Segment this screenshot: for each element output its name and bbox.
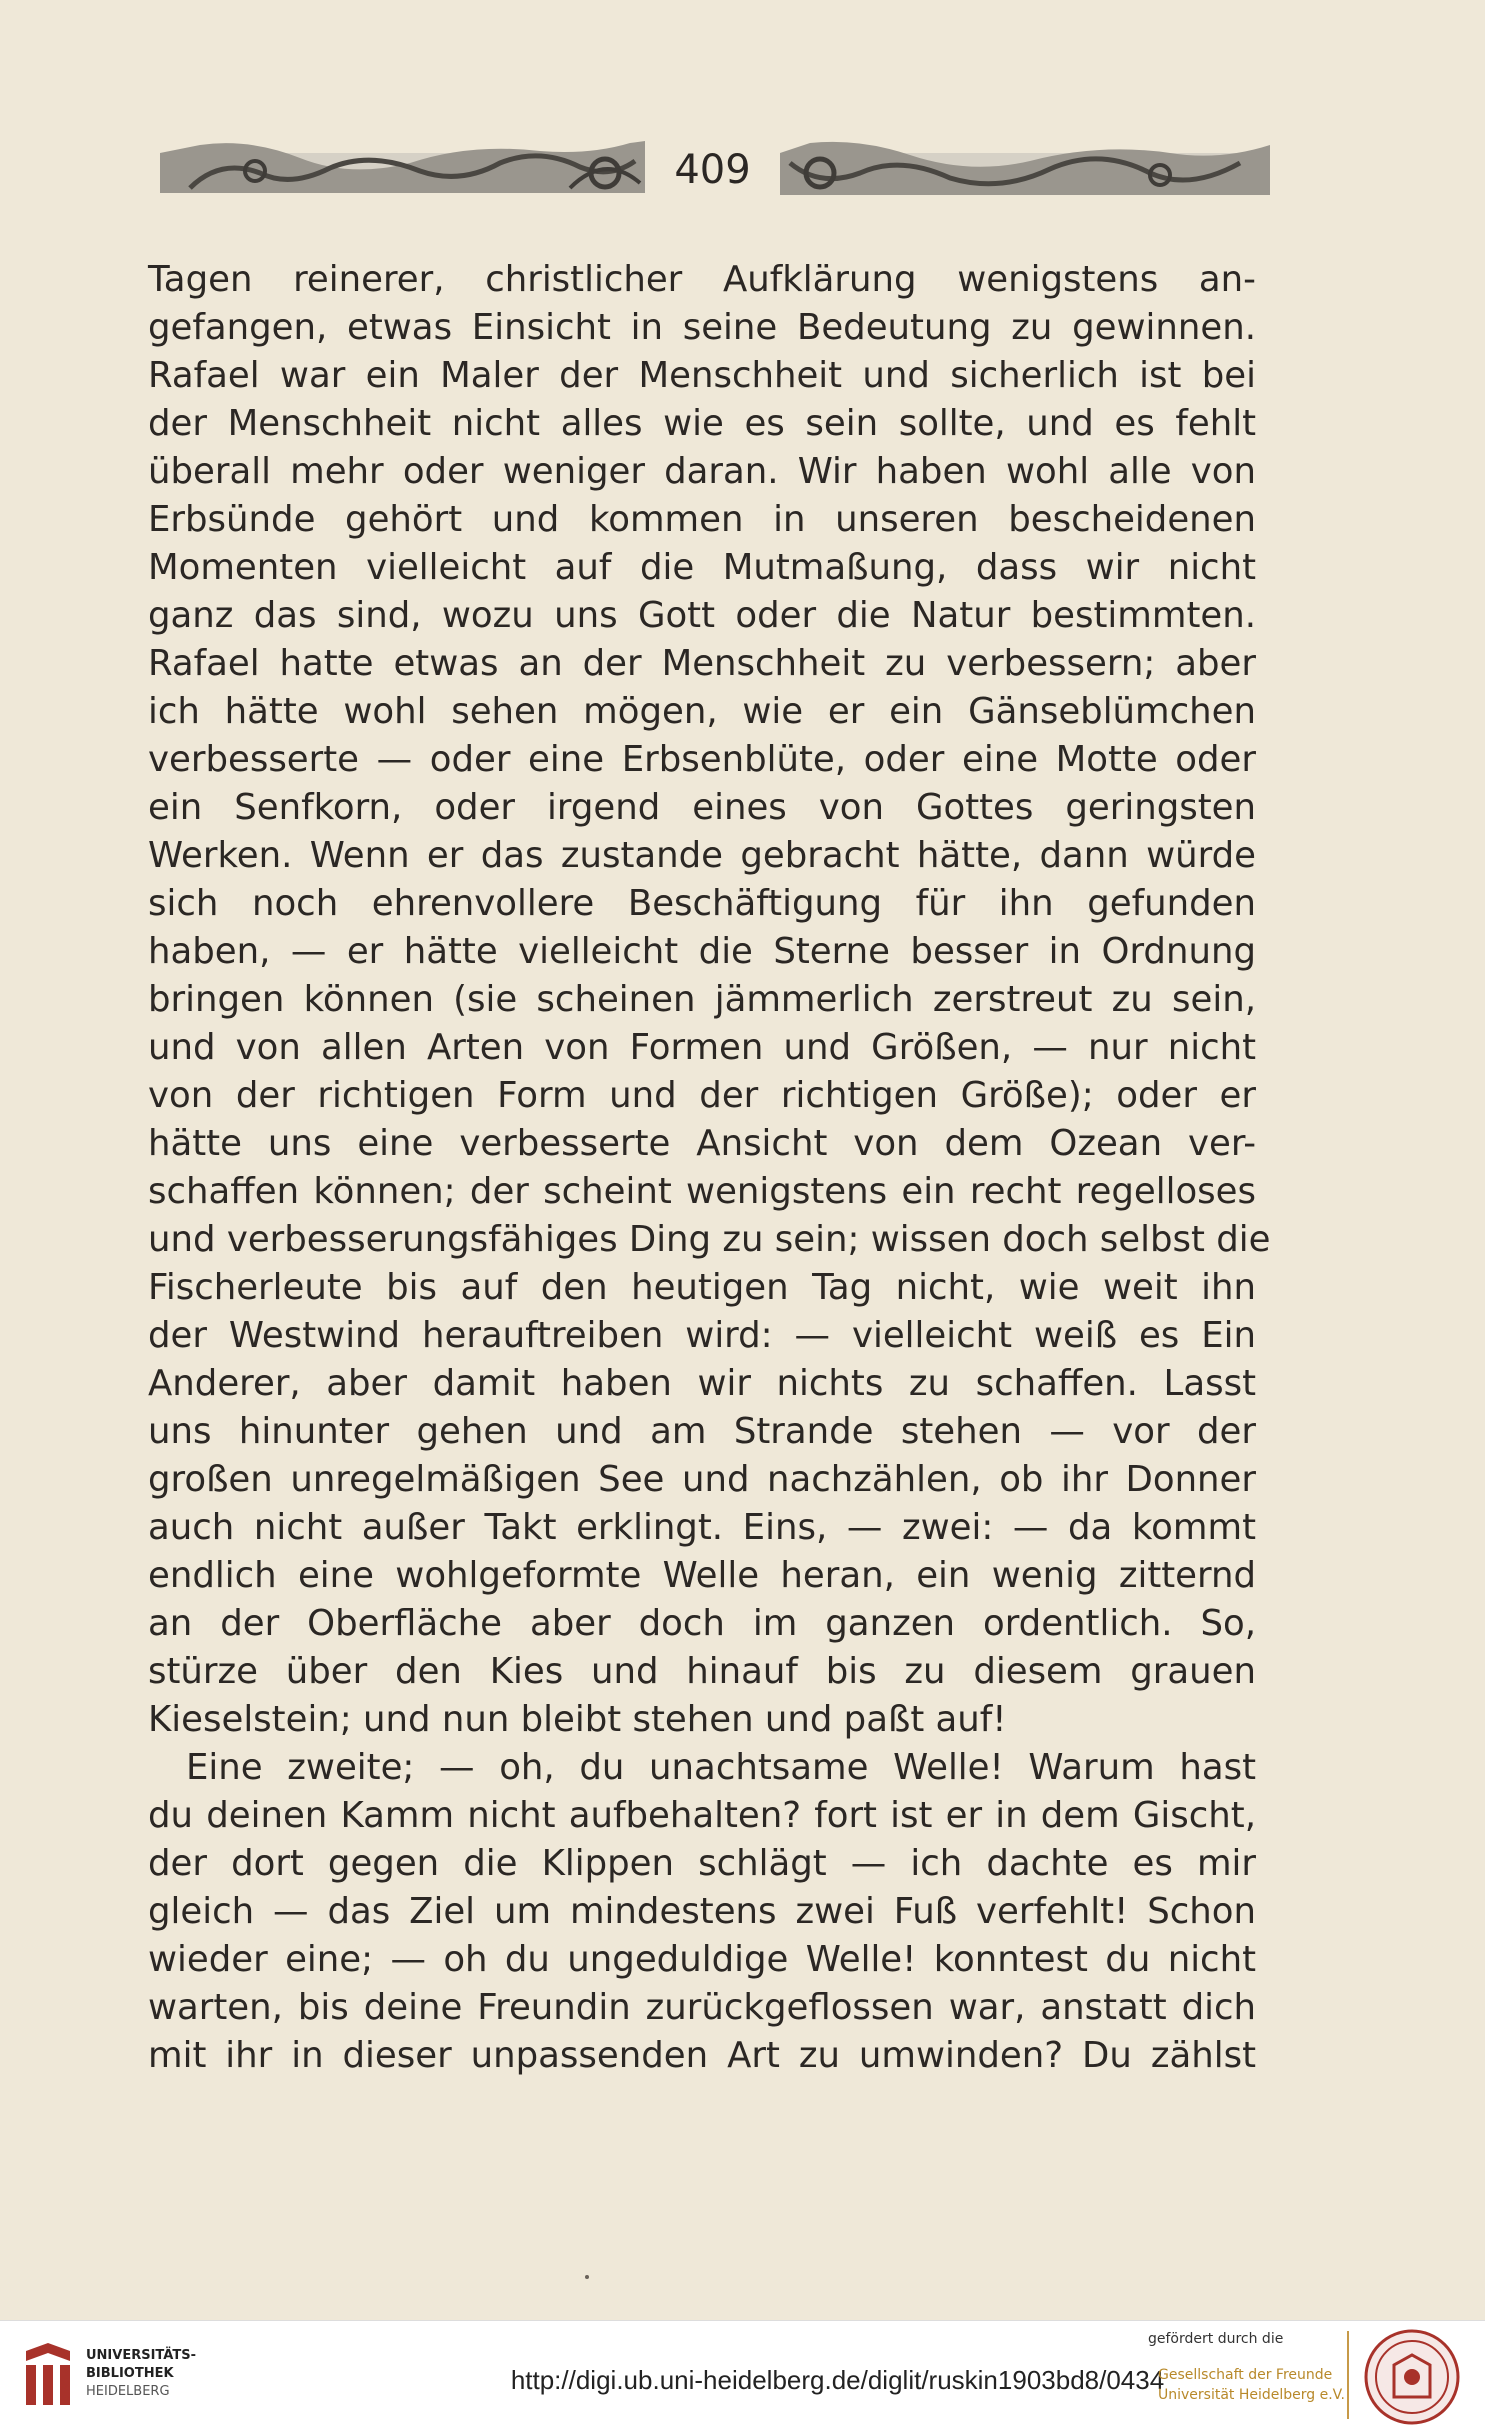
- body-text: [148, 256, 1271, 2080]
- text-line: gleich — das Ziel um mindestens zwei Fuß verfehlt! Schon: [148, 1891, 1256, 1932]
- text-line: der dort gegen die Klippen schlägt — ich dachte es mir: [148, 1843, 1256, 1884]
- text-line: Anderer, aber damit haben wir nichts zu schaffen. Lasst: [148, 1363, 1256, 1404]
- text-line: von der richtigen Form und der richtigen Größe); oder er: [148, 1075, 1256, 1116]
- library-name-line: HEIDELBERG: [86, 2384, 170, 2399]
- text-line: Kieselstein; und nun bleibt stehen und paßt auf!: [148, 1699, 1007, 1740]
- text-line: ein Senfkorn, oder irgend eines von Gottes geringsten: [148, 787, 1256, 828]
- sponsor-name-line: Universität Heidelberg e.V.: [1158, 2387, 1345, 2403]
- text-line: Fischerleute bis auf den heutigen Tag nicht, wie weit ihn: [148, 1267, 1256, 1308]
- text-line: der Menschheit nicht alles wie es sein sollte, und es fehlt: [148, 403, 1256, 444]
- text-line: großen unregelmäßigen See und nachzählen, ob ihr Donner: [148, 1459, 1256, 1500]
- text-line: stürze über den Kies und hinauf bis zu diesem grauen: [148, 1651, 1256, 1692]
- text-line: ich hätte wohl sehen mögen, wie er ein Gänseblümchen: [148, 691, 1256, 732]
- text-line: Eine zweite; — oh, du unachtsame Welle! Warum hast: [186, 1747, 1256, 1788]
- speck: [585, 2275, 589, 2279]
- sponsor-name: [1158, 2365, 1345, 2405]
- university-seal-icon: [1362, 2327, 1462, 2427]
- text-line: überall mehr oder weniger daran. Wir haben wohl alle von: [148, 451, 1256, 492]
- text-line: auch nicht außer Takt erklingt. Eins, — zwei: — da kommt: [148, 1507, 1256, 1548]
- text-line: haben, — er hätte vielleicht die Sterne besser in Ordnung: [148, 931, 1256, 972]
- text-line: gefangen, etwas Einsicht in seine Bedeutung zu gewinnen.: [148, 307, 1256, 348]
- sponsor-name-line: Gesellschaft der Freunde: [1158, 2367, 1333, 2383]
- text-line: wieder eine; — oh du ungeduldige Welle! konntest du nicht: [148, 1939, 1256, 1980]
- footer-divider: [1347, 2331, 1349, 2419]
- text-line: uns hinunter gehen und am Strande stehen — vor der: [148, 1411, 1256, 1452]
- permalink-url[interactable]: http://digi.ub.uni-heidelberg.de/diglit/ruskin1903bd8/0434: [510, 2365, 1165, 2395]
- text-line: warten, bis deine Freundin zurückgeflossen war, anstatt dich: [148, 1987, 1256, 2028]
- text-line: ganz das sind, wozu uns Gott oder die Natur bestimmten.: [148, 595, 1256, 636]
- text-line: hätte uns eine verbesserte Ansicht von dem Ozean ver-: [148, 1123, 1256, 1164]
- right-ornament-icon: [780, 133, 1270, 203]
- text-line: Rafael hatte etwas an der Menschheit zu verbessern; aber: [148, 643, 1256, 684]
- text-line: du deinen Kamm nicht aufbehalten? fort ist er in dem Gischt,: [148, 1795, 1256, 1836]
- page-header: [160, 125, 1270, 215]
- text-line: Werken. Wenn er das zustande gebracht hätte, dann würde: [148, 835, 1256, 876]
- text-line: Rafael war ein Maler der Menschheit und sicherlich ist bei: [148, 355, 1256, 396]
- left-ornament-icon: [160, 133, 645, 203]
- page-number: 409: [674, 147, 751, 193]
- text-line: bringen können (sie scheinen jämmerlich zerstreut zu sein,: [148, 979, 1256, 1020]
- sponsor-label: gefördert durch die: [1148, 2331, 1284, 2347]
- text-line: Tagen reinerer, christlicher Aufklärung wenigstens an-: [148, 259, 1256, 300]
- text-line: und von allen Arten von Formen und Größen, — nur nicht: [148, 1027, 1256, 1068]
- text-line: sich noch ehrenvollere Beschäftigung für ihn gefunden: [148, 883, 1256, 924]
- text-line: Erbsünde gehört und kommen in unseren bescheidenen: [148, 499, 1256, 540]
- text-line: verbesserte — oder eine Erbsenblüte, oder eine Motte oder: [148, 739, 1256, 780]
- text-line: schaffen können; der scheint wenigstens ein recht regelloses: [148, 1171, 1256, 1212]
- footer-bar: [0, 2320, 1485, 2429]
- library-name-line: BIBLIOTHEK: [86, 2366, 174, 2381]
- text-line: der Westwind herauftreiben wird: — vielleicht weiß es Ein: [148, 1315, 1256, 1356]
- text-line: endlich eine wohlgeformte Welle heran, ein wenig zitternd: [148, 1555, 1256, 1596]
- library-name-line: UNIVERSITÄTS-: [86, 2348, 196, 2363]
- text-line: an der Oberfläche aber doch im ganzen ordentlich. So,: [148, 1603, 1256, 1644]
- text-line: mit ihr in dieser unpassenden Art zu umwinden? Du zählst: [148, 2035, 1256, 2076]
- text-line: und verbesserungsfähiges Ding zu sein; wissen doch selbst die: [148, 1219, 1271, 1260]
- text-line: Momenten vielleicht auf die Mutmaßung, dass wir nicht: [148, 547, 1256, 588]
